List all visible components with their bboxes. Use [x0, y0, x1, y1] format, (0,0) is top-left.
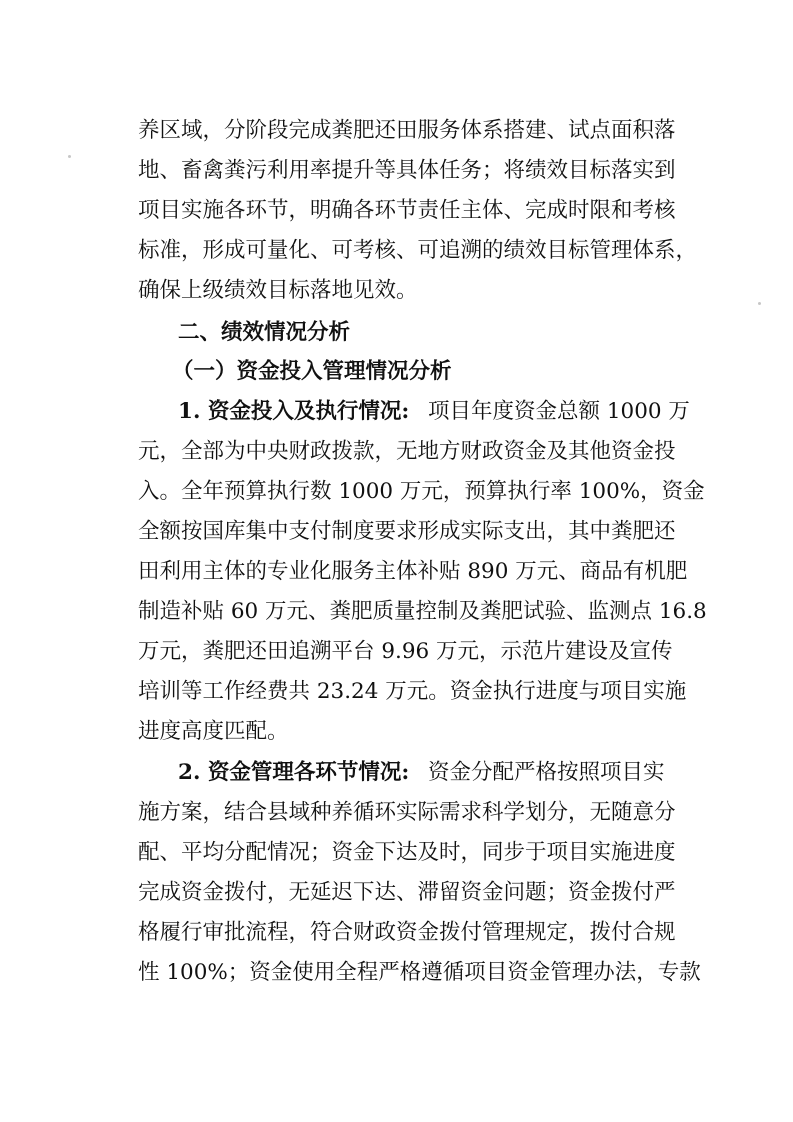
- section-heading-text: 二、绩效情况分析: [178, 320, 351, 345]
- body-line: [0, 437, 793, 467]
- item1-line-5: 制造补贴 60 万元、粪肥质量控制及粪肥试验、监测点 16.8: [138, 599, 707, 624]
- item1-line-4: 田利用主体的专业化服务主体补贴 890 万元、商品有机肥: [138, 559, 688, 584]
- body-line: [0, 838, 793, 868]
- intro-line-5: 确保上级绩效目标落地见效。: [138, 278, 418, 303]
- body-line: [0, 798, 793, 828]
- item1-first-text: 项目年度资金总额 1000 万: [428, 399, 690, 424]
- intro-line-3: 项目实施各环节，明确各环节责任主体、完成时限和考核: [138, 198, 676, 223]
- body-line: [0, 717, 793, 747]
- subsection-heading-text: （一）资金投入管理情况分析: [172, 359, 452, 384]
- item1-line-8: 进度高度匹配。: [138, 719, 289, 744]
- body-line: [0, 517, 793, 547]
- body-line: [0, 677, 793, 707]
- intro-line-4: 标准，形成可量化、可考核、可追溯的绩效目标管理体系，: [138, 238, 698, 263]
- item2-line-3: 完成资金拨付，无延迟下达、滞留资金问题；资金拨付严: [138, 880, 676, 905]
- body-line: [0, 196, 793, 226]
- body-line: [0, 236, 793, 266]
- item1-first-line: [0, 397, 793, 427]
- body-line: [0, 477, 793, 507]
- item1-line-2: 入。全年预算执行数 1000 万元，预算执行率 100%，资金: [138, 479, 705, 504]
- item2-first-text: 资金分配严格按照项目实: [428, 760, 665, 785]
- item1-label: 1. 资金投入及执行情况:: [178, 399, 410, 424]
- intro-line-2: 地、畜禽粪污利用率提升等具体任务；将绩效目标落实到: [138, 158, 676, 183]
- item2-line-2: 配、平均分配情况；资金下达及时，同步于项目实施进度: [138, 840, 676, 865]
- body-line: [0, 878, 793, 908]
- item2-label: 2. 资金管理各环节情况:: [178, 760, 410, 785]
- item2-line-5: 性 100%；资金使用全程严格遵循项目资金管理办法，专款: [138, 960, 701, 985]
- body-line: [0, 918, 793, 948]
- section-heading: [0, 318, 793, 348]
- body-line: [0, 597, 793, 627]
- item1-line-3: 全额按国库集中支付制度要求形成实际支出，其中粪肥还: [138, 519, 676, 544]
- intro-line-1: 养区域，分阶段完成粪肥还田服务体系搭建、试点面积落: [138, 118, 676, 143]
- item1-line-6: 万元，粪肥还田追溯平台 9.96 万元，示范片建设及宣传: [138, 639, 673, 664]
- body-line: [0, 958, 793, 988]
- item1-line-7: 培训等工作经费共 23.24 万元。资金执行进度与项目实施: [138, 679, 687, 704]
- item1-line-1: 元，全部为中央财政拨款，无地方财政资金及其他资金投: [138, 439, 676, 464]
- subsection-heading: [0, 357, 793, 387]
- body-line: [0, 116, 793, 146]
- body-line: [0, 156, 793, 186]
- item2-line-4: 格履行审批流程，符合财政资金拨付管理规定，拨付合规: [138, 920, 676, 945]
- body-line: [0, 557, 793, 587]
- body-line: [0, 637, 793, 667]
- item2-first-line: [0, 758, 793, 788]
- item2-line-1: 施方案，结合县域种养循环实际需求科学划分，无随意分: [138, 800, 676, 825]
- body-line: [0, 276, 793, 306]
